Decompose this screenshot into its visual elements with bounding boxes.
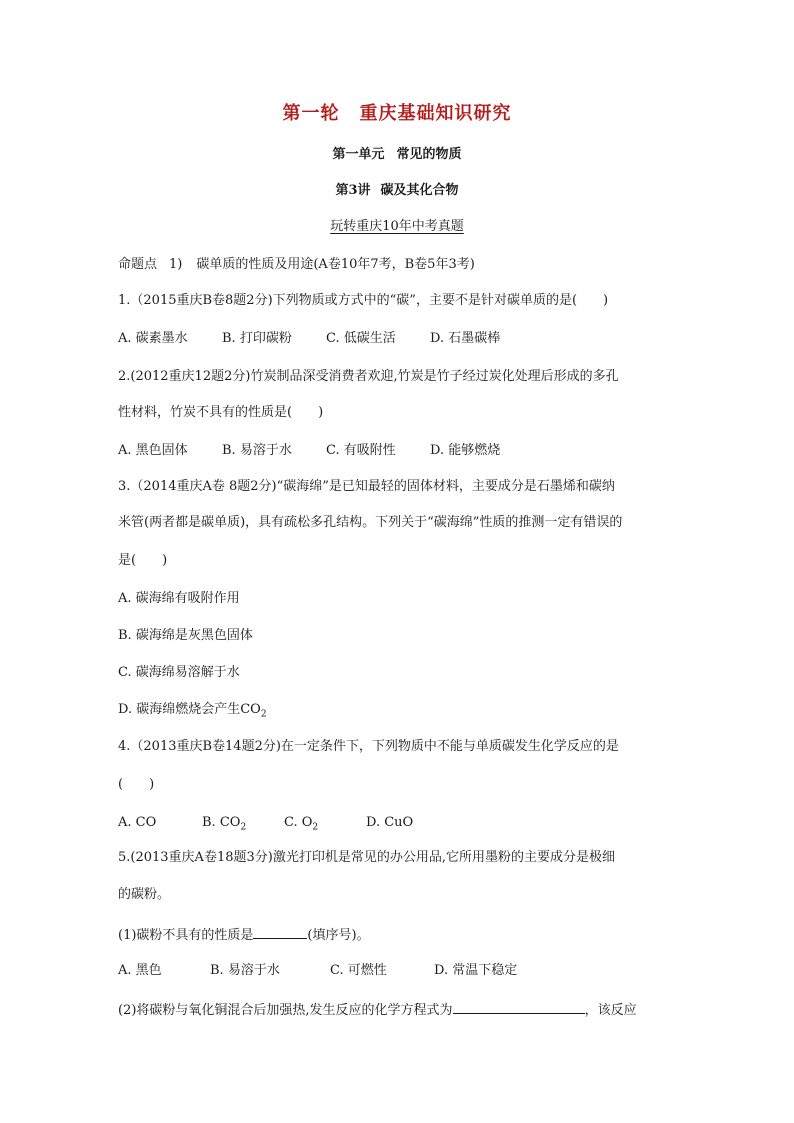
q4-option-b-text: B. CO <box>202 815 241 830</box>
topic-line <box>118 256 475 274</box>
q4-options <box>118 814 413 837</box>
lecture-name: 碳及其化合物 <box>380 183 459 198</box>
q3-stem-line2: 米管(两者都是碳单质)，具有疏松多孔结构。下列关于“碳海绵”性质的推测一定有错误的 <box>118 515 623 530</box>
q3-option-a: A. 碳海绵有吸附作用 <box>118 591 240 606</box>
unit-name: 常见的物质 <box>396 147 462 162</box>
q2-option-b: B. 易溶于水 <box>222 443 292 458</box>
q5-part1-prefix: (1)碳粉不具有的性质是 <box>118 928 254 943</box>
q2-option-d: D. 能够燃烧 <box>430 443 501 458</box>
q2-stem-line1: 2.(2012重庆12题2分)竹炭制品深受消费者欢迎,竹炭是竹子经过炭化处理后形成的多孔 <box>118 369 619 384</box>
q5-part1-answer-blank[interactable] <box>253 925 307 939</box>
q4-stem-line1: 4.（2013重庆B卷14题2分)在一定条件下，下列物质中不能与单质碳发生化学反应的是 <box>118 739 619 754</box>
q4-option-d: D. CuO <box>366 815 414 830</box>
q3-option-d <box>118 701 267 724</box>
topic-number: 1) <box>169 257 183 272</box>
q4-option-b-subscript: 2 <box>240 822 247 833</box>
q1-stem: 1.（2015重庆B卷8题2分)下列物质或方式中的“碳”，主要不是针对碳单质的是( ) <box>118 293 609 308</box>
q3-option-d-subscript: 2 <box>260 709 267 720</box>
q4-stem-line2: ( ) <box>118 777 155 792</box>
q5-stem-line1: 5.(2013重庆A卷18题3分)激光打印机是常见的办公用品,它所用墨粉的主要成分是极细 <box>118 850 615 865</box>
q4-option-c <box>284 814 366 837</box>
q1-option-b: B. 打印碳粉 <box>222 331 292 346</box>
q4-option-c-subscript: 2 <box>312 822 319 833</box>
title-round: 第一轮 <box>282 103 340 124</box>
q3-option-d-text: D. 碳海绵燃烧会产生CO <box>118 702 261 717</box>
q5-part2-suffix: ，该反应 <box>584 1003 637 1018</box>
q1-option-d: D. 石墨碳棒 <box>430 331 501 346</box>
q5-part1-options <box>118 962 517 980</box>
unit-number: 第一单元 <box>332 147 385 162</box>
topic-text: 碳单质的性质及用途(A卷10年7考，B卷5年3考) <box>196 257 475 272</box>
lecture-number: 第3讲 <box>335 183 371 198</box>
q5-part2-answer-blank[interactable] <box>453 1000 585 1014</box>
q3-stem-line1: 3.（2014重庆A卷 8题2分)“碳海绵”是已知最轻的固体材料，主要成分是石墨烯和碳纳 <box>118 479 615 494</box>
q5-part1-suffix: (填序号)。 <box>307 928 370 943</box>
q2-option-c: C. 有吸附性 <box>326 443 396 458</box>
q1-options <box>118 330 500 348</box>
section-heading: 玩转重庆10年中考真题 <box>330 219 464 234</box>
unit-heading <box>0 146 794 164</box>
q3-option-b: B. 碳海绵是灰黑色固体 <box>118 628 253 643</box>
q3-option-c: C. 碳海绵易溶解于水 <box>118 665 240 680</box>
q1-option-a: A. 碳素墨水 <box>118 331 188 346</box>
q4-option-a: A. CO <box>118 815 157 830</box>
q2-options <box>118 442 500 460</box>
q5-part2-prefix: (2)将碳粉与氧化铜混合后加强热,发生反应的化学方程式为 <box>118 1003 453 1018</box>
q5-part1 <box>118 925 370 945</box>
q4-option-c-text: C. O <box>284 815 313 830</box>
q5-option-a: A. 黑色 <box>118 963 162 978</box>
q5-part2 <box>118 1000 637 1020</box>
q1-option-c: C. 低碳生活 <box>326 331 396 346</box>
q2-option-a: A. 黑色固体 <box>118 443 188 458</box>
q5-option-c: C. 可燃性 <box>330 963 387 978</box>
q5-stem-line2: 的碳粉。 <box>118 887 171 902</box>
lecture-heading <box>0 182 794 200</box>
title-subject: 重庆基础知识研究 <box>359 103 512 124</box>
q2-stem-line2: 性材料，竹炭不具有的性质是( ) <box>118 405 324 420</box>
q3-stem-line3: 是( ) <box>118 553 168 568</box>
q5-option-b: B. 易溶于水 <box>210 963 280 978</box>
q4-option-b <box>202 814 284 837</box>
page-title <box>0 102 794 126</box>
topic-label: 命题点 <box>118 257 158 272</box>
q5-option-d: D. 常温下稳定 <box>434 963 518 978</box>
